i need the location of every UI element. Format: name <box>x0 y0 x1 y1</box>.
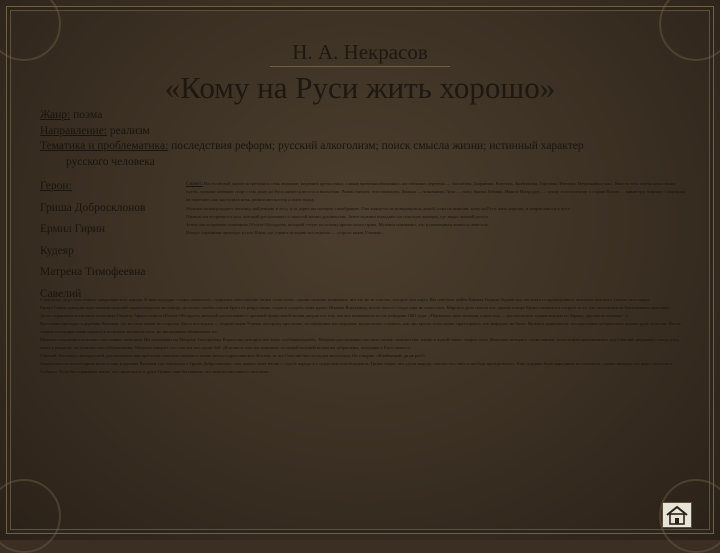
author-name: Н. А. Некрасов <box>292 40 428 64</box>
summary-body <box>40 296 690 376</box>
direction-label: Направление: <box>40 124 107 137</box>
plot-text: На столбовой дороге встретились семь мужиков, недавних крепостных, а ныне временнообязанных «из смежных деревень — Заплатова, Дырявина, Разутова, Знобишина, Горелова, Неелова, Неурожайка тож». Вместо того чтобы идти своим путем, мужики затевают спор о том, кому на Руси живется весело и вольготно. Роман считает, что помещику, Демьян — чиновнику, Лука — попу, братья Губины, Иван и Митродор, — купцу толстопузому, а старик Пахом — министру, боярину. Спорщики не замечают, как наступила ночь, разжигают костер и пьют водку. <box>186 181 686 203</box>
character-item: Кудеяр <box>40 244 74 257</box>
work-info <box>40 108 690 170</box>
home-icon <box>662 502 692 528</box>
slide-title: «Кому на Руси жить хорошо» <box>164 70 556 105</box>
home-button[interactable] <box>662 502 692 528</box>
direction-row <box>40 124 690 140</box>
plot-label: Сюжет: <box>186 181 203 187</box>
genre-label: Жанр: <box>40 109 71 121</box>
characters-list <box>40 176 180 305</box>
theme-row-continued: русского человека <box>66 155 155 168</box>
theme-label: Тематика и проблематика: <box>40 140 169 152</box>
plot-paragraph: Мужики вознаграждают пеночку, найденную в лесу, и та дарит им скатерть самобраную. Они клянутся не возвращаться домой, пока не выяснят, кому на Руси жить хорошо, и отправляются в путь. <box>186 205 571 211</box>
plot-paragraph <box>186 180 686 205</box>
character-item: Савелий <box>40 287 82 300</box>
theme-value: последствия реформ; русский алкоголизм; поиск смысла жизни; истинный характер <box>168 140 584 152</box>
characters-header: Герои: <box>40 180 72 192</box>
theme-row <box>40 139 690 155</box>
body-paragraph: Странники ищут счастливых среди простого народа. К ним подходят солдат, каменотес, старушка, хвастающие своим «счастьем», однако мужики понимают, что это не то счастье, которое они ищут. Им советуют найти Ермила Гирина, бурмистра, честного и справедливого человека, которого уважал весь народ. <box>40 297 651 302</box>
character-item: Гриша Добросклонов <box>40 201 146 214</box>
plot-summary <box>186 180 686 237</box>
plot-paragraph: Вскоре странники приходят в село Клин, где узнают историю последыша — старого князя Утятина. <box>186 230 383 236</box>
character-item: Матрена Тимофеевна <box>40 266 146 278</box>
corner-ornament <box>0 479 61 553</box>
direction-value: реализм <box>107 124 150 137</box>
author-underline <box>270 66 450 67</box>
body-paragraph: Крестьяне приходят в деревню Вахлаки, где все еще живет по-старому. Здесь последыш — старый князь Утятин, которому крестьяне, по наущению наследников, продолжают служить, как при крепостном праве, притворяясь, что реформы не было. Мужики удивляются, что крестьяне добровольно играют роль холопов. После смерти князя крестьяне надеются получить заливные луга, но наследники обманывают их. <box>40 320 681 334</box>
plot-paragraph: Затем они встречают помещика Оболта-Оболдуева, который сетует на отмену крепостного права. Мужики понимают, что и помещикам живется невесело. <box>186 222 490 228</box>
body-paragraph: Далее странники встречают помещика Гаврилу Афанасьевича Оболта-Оболдуева, который рассказывает о прежней привольной жизни дворян и о том, как все изменилось после реформы 1861 года: «Порвалась цепь великая, порвалась — расскочилася: одним концом по барину, другим по мужику!..» <box>40 312 629 318</box>
plot-paragraph: Первым им встречается поп, который рассказывает о тяжелой жизни духовенства. Затем мужики попадают на сельскую ярмарку, где видят пьяный разгул. <box>186 213 490 219</box>
genre-value: поэма <box>70 109 103 121</box>
body-paragraph: Савелий, богатырь святорусский, рассказывает, как крестьяне закопали живым в землю немца-управляющего Фогеля, за что Савелий был осужден на каторгу. Он говорит: «Клейменый, да не раб!» <box>40 352 426 358</box>
body-paragraph: Ермил Гирин однажды при помощи мирской сходки выкупил мельницу, но позже, чтобы спасти брата от рекрутчины, отдал в солдаты сына вдовы Ненилы Власьевны, после чего от стыда едва не повесился. Мирское дело спасло его, однако вскоре Ермил оказался в остроге за то, что заступился за бунтовавших крестьян. <box>40 304 670 310</box>
genre-row <box>40 108 690 124</box>
body-paragraph: Мужики отправляются искать счастливую женщину. Им указывают на Матрену Тимофеевну Корчагину, которую все зовут «губернаторшей». Матрена рассказывает им свою жизнь: замужество, жизнь в чужой семье, смерть сына Демушки, которого съели свиньи, пока за ним присматривал дед Савелий, неурожаи, голод, уход мужа в рекруты, заступничество губернаторши. Матрена говорит, что счастья нет среди баб: «Ключи от счастья женского, от нашей вольной волюшки заброшены, потеряны у Бога самого!» <box>40 336 679 350</box>
body-paragraph: Заканчивается поэма пиром на весь мир в деревне Вахлаки, где семинарист Гриша Добросклонов, сын дьячка, поет песни о судьбе народа и о грядущем освобождении. Гриша верит, что «доля народа, счастье его, свет и свобода прежде всего». Ему суждено быть народным заступником, однако впереди его ждет «чахотка и Сибирь». Если бы странники знали, что происходит в душе Гриши, они бы поняли, что нашли счастливого человека. <box>40 360 673 374</box>
character-item: Ермил Гирин <box>40 223 106 235</box>
